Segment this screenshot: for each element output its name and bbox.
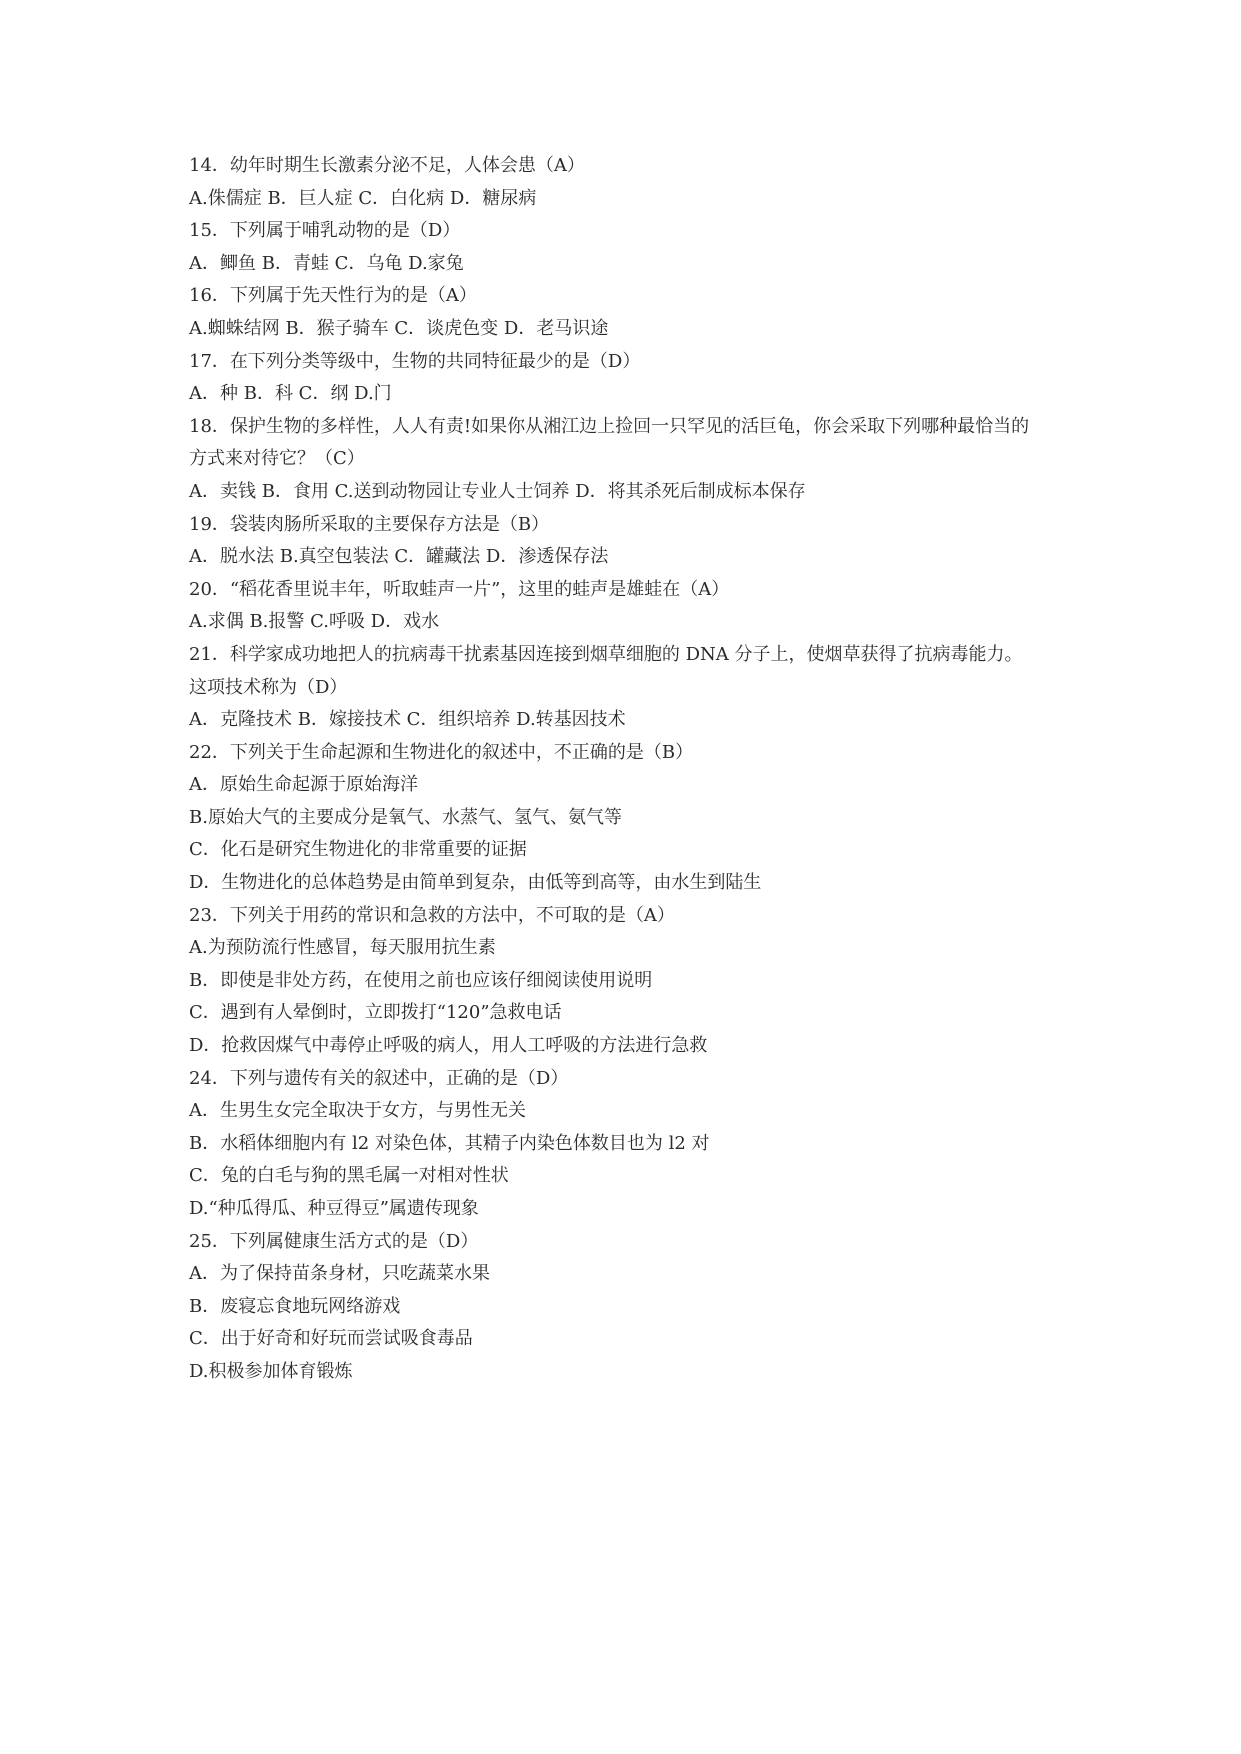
question-24-option-c: C．兔的白毛与狗的黑毛属一对相对性状 xyxy=(189,1165,509,1187)
question-15-stem: 15．下列属于哺乳动物的是（D） xyxy=(189,220,461,242)
question-22-option-d: D．生物进化的总体趋势是由简单到复杂，由低等到高等，由水生到陆生 xyxy=(189,872,762,894)
question-15-options: A．鲫鱼 B．青蛙 C．乌龟 D.家兔 xyxy=(189,252,464,274)
question-23-option-b: B．即使是非处方药，在使用之前也应该仔细阅读使用说明 xyxy=(189,969,653,991)
question-25-option-d: D.积极参加体育锻炼 xyxy=(189,1360,353,1382)
question-14-options: A.侏儒症 B．巨人症 C．白化病 D．糖尿病 xyxy=(189,187,537,209)
question-23-option-a: A.为预防流行性感冒，每天服用抗生素 xyxy=(189,937,496,959)
question-22-option-a: A．原始生命起源于原始海洋 xyxy=(189,774,418,796)
question-25-option-c: C．出于好奇和好玩而尝试吸食毒品 xyxy=(189,1328,473,1350)
question-24-option-b: B．水稻体细胞内有 l2 对染色体，其精子内染色体数目也为 l2 对 xyxy=(189,1132,710,1154)
question-19-stem: 19．袋装肉肠所采取的主要保存方法是（B） xyxy=(189,513,550,535)
question-21-stem-cont: 这项技术称为（D） xyxy=(189,676,348,698)
question-20-stem: 20．“稻花香里说丰年，听取蛙声一片”，这里的蛙声是雄蛙在（A） xyxy=(189,578,730,600)
question-22-stem: 22．下列关于生命起源和生物进化的叙述中，不正确的是（B） xyxy=(189,741,694,763)
question-text-block xyxy=(189,150,1069,1389)
question-22-option-b: B.原始大气的主要成分是氧气、水蒸气、氢气、氨气等 xyxy=(189,806,622,828)
question-17-options: A．种 B．科 C．纲 D.门 xyxy=(189,383,392,405)
question-23-stem: 23．下列关于用药的常识和急救的方法中，不可取的是（A） xyxy=(189,904,675,926)
question-24-stem: 24．下列与遗传有关的叙述中，正确的是（D） xyxy=(189,1067,569,1089)
question-20-options: A.求偶 B.报警 C.呼吸 D．戏水 xyxy=(189,611,440,633)
question-25-option-a: A．为了保持苗条身材，只吃蔬菜水果 xyxy=(189,1263,490,1285)
question-18-options: A．卖钱 B．食用 C.送到动物园让专业人士饲养 D．将其杀死后制成标本保存 xyxy=(189,480,806,502)
question-17-stem: 17．在下列分类等级中，生物的共同特征最少的是（D） xyxy=(189,350,641,372)
question-16-options: A.蜘蛛结网 B．猴子骑车 C．谈虎色变 D．老马识途 xyxy=(189,317,609,339)
question-24-option-a: A．生男生女完全取决于女方，与男性无关 xyxy=(189,1100,526,1122)
question-14-stem: 14．幼年时期生长激素分泌不足，人体会患（A） xyxy=(189,155,585,176)
question-22-option-c: C．化石是研究生物进化的非常重要的证据 xyxy=(189,839,527,861)
question-25-option-b: B．废寝忘食地玩网络游戏 xyxy=(189,1295,401,1317)
question-24-option-d: D.“种瓜得瓜、种豆得豆”属遗传现象 xyxy=(189,1198,479,1219)
question-18-stem-cont: 方式来对待它？（C） xyxy=(189,448,365,470)
question-18-stem: 18．保护生物的多样性，人人有责!如果你从湘江边上捡回一只罕见的活巨龟，你会采取下列哪种最恰当的 xyxy=(189,415,1030,437)
question-23-option-d: D．抢救因煤气中毒停止呼吸的病人，用人工呼吸的方法进行急救 xyxy=(189,1035,708,1057)
question-21-stem: 21．科学家成功地把人的抗病毒干扰素基因连接到烟草细胞的 DNA 分子上，使烟草获得了抗病毒能力。 xyxy=(189,643,1023,665)
question-16-stem: 16．下列属于先天性行为的是（A） xyxy=(189,285,477,307)
question-19-options: A．脱水法 B.真空包装法 C．罐藏法 D．渗透保存法 xyxy=(189,546,609,568)
question-21-options: A．克隆技术 B．嫁接技术 C．组织培养 D.转基因技术 xyxy=(189,709,626,731)
question-23-option-c: C．遇到有人晕倒时，立即拨打“120”急救电话 xyxy=(189,1002,562,1024)
question-25-stem: 25．下列属健康生活方式的是（D） xyxy=(189,1230,479,1252)
